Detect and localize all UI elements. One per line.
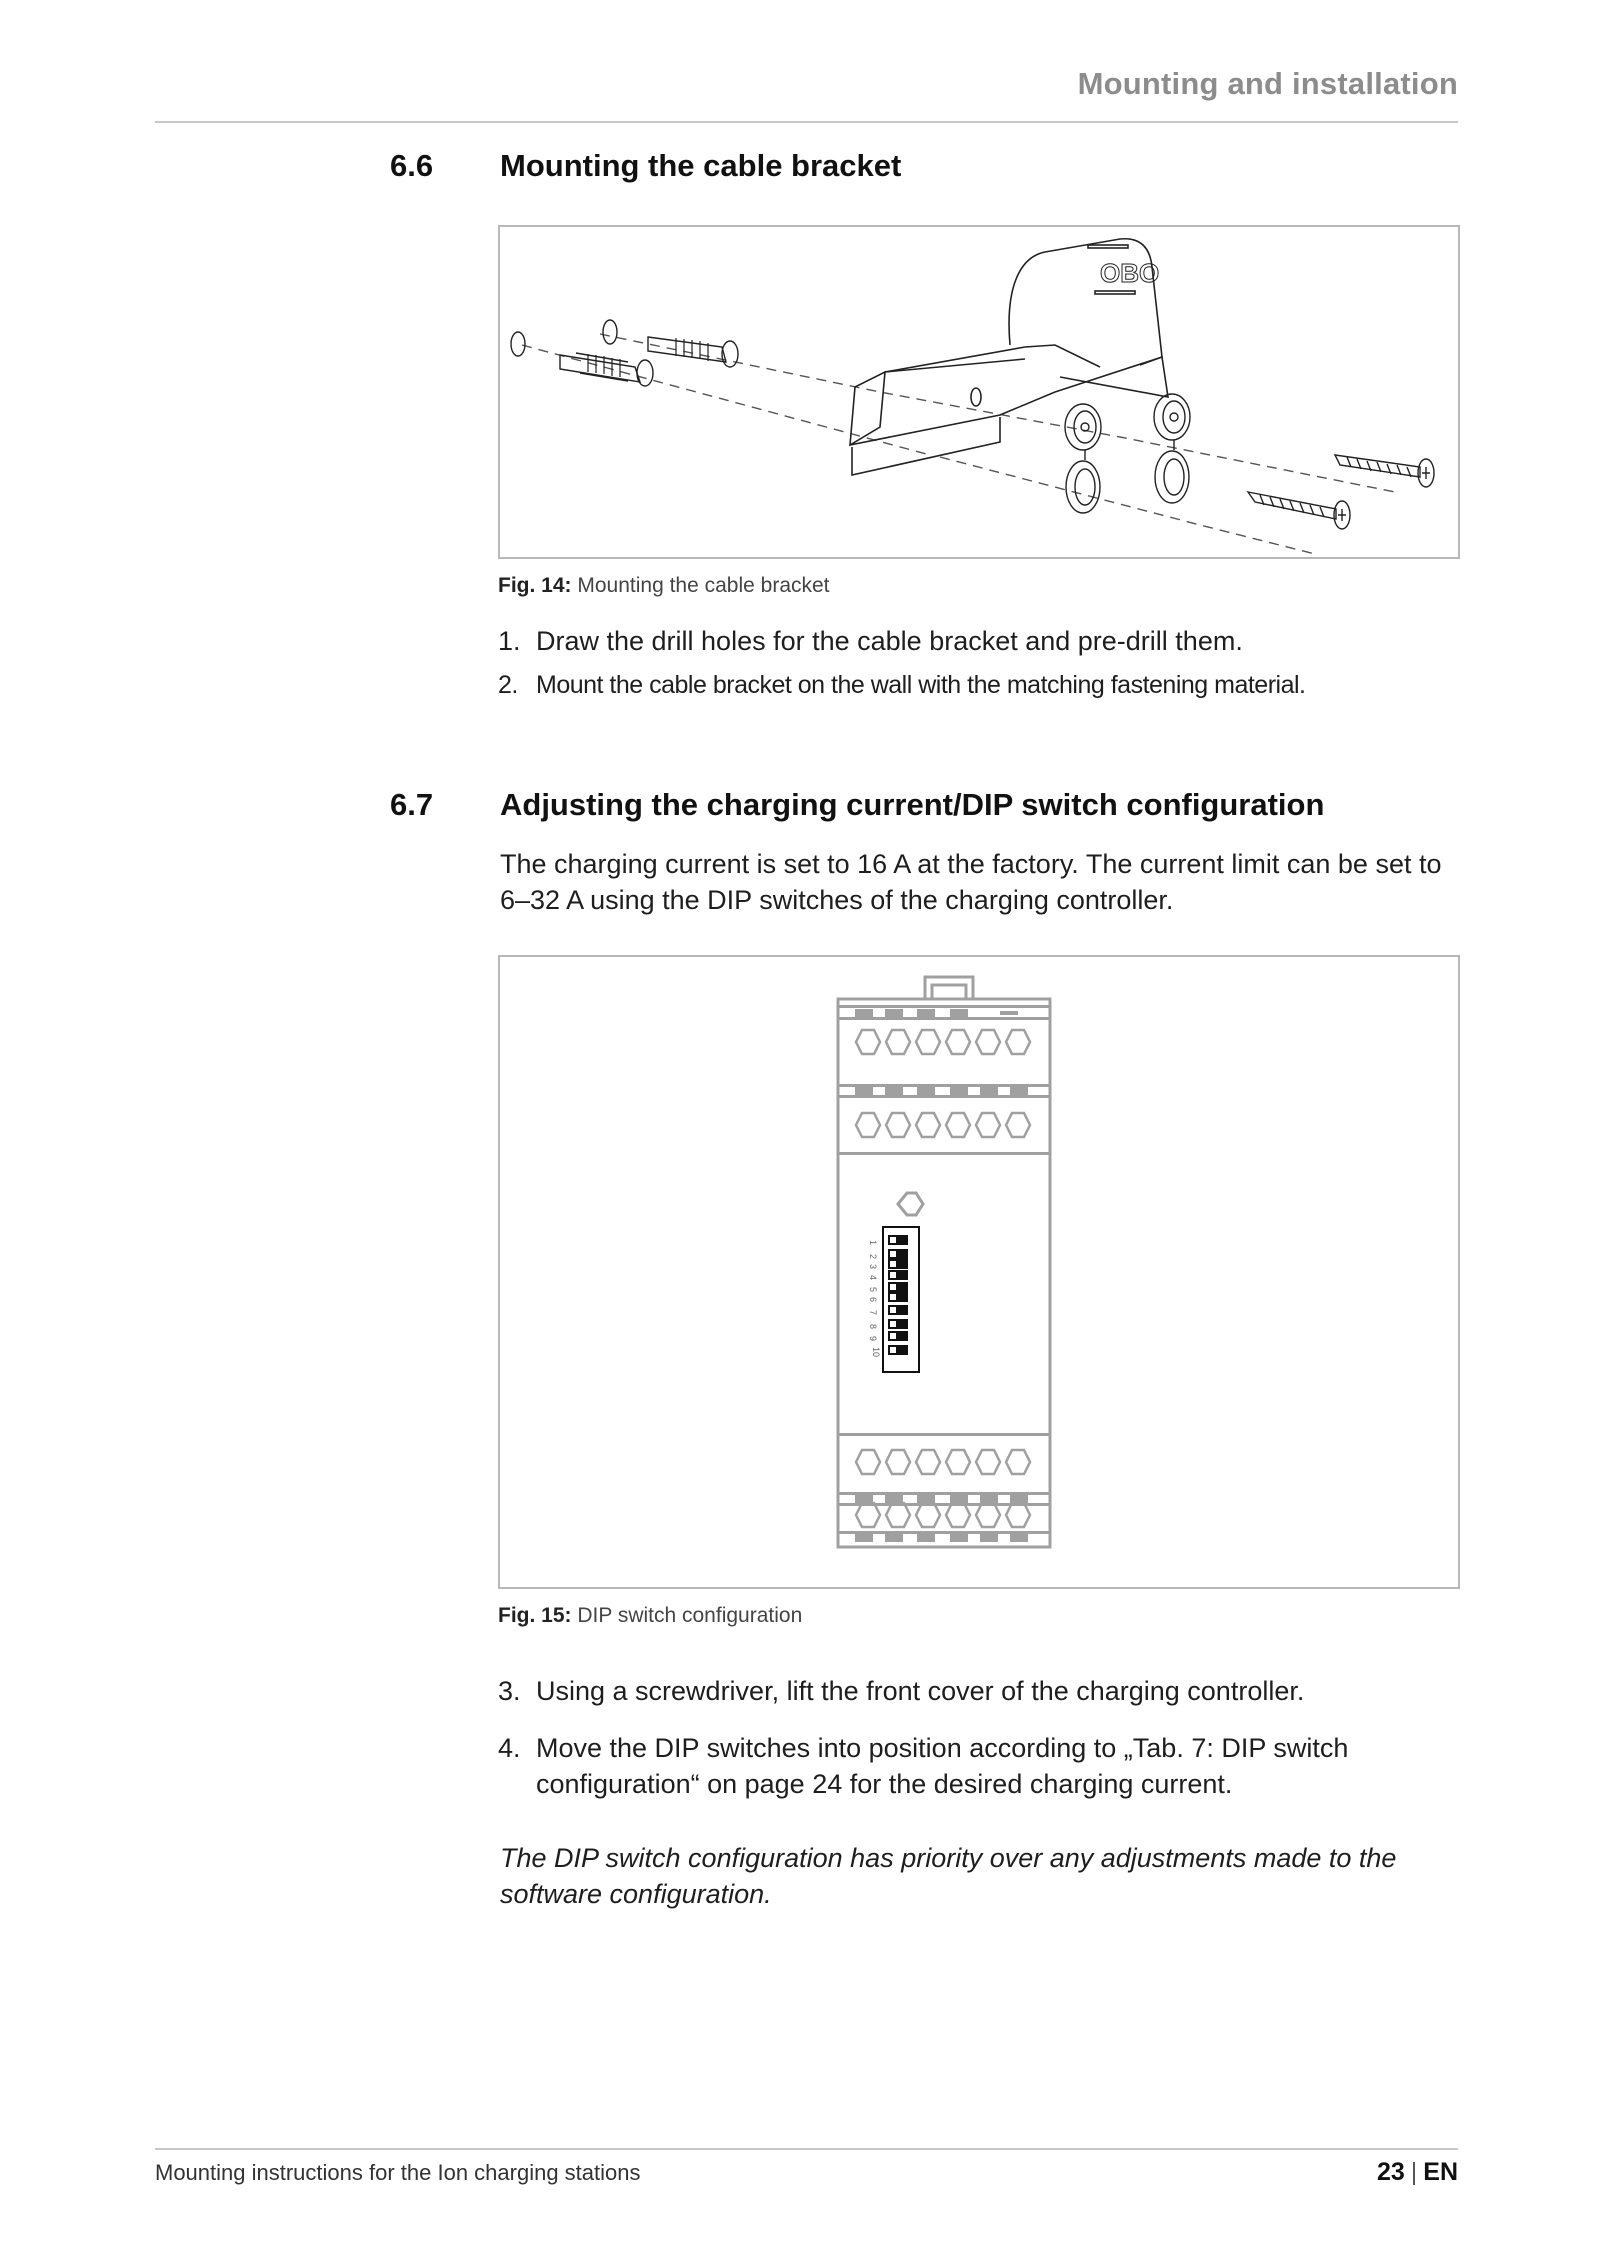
svg-text:5: 5 [868, 1287, 878, 1293]
figure-label: Fig. 15: [498, 1604, 572, 1627]
cable-bracket-icon [850, 239, 1168, 475]
section-intro-paragraph: The charging current is set to 16 A at the factory. The current limit can be set to 6–32 A using the DIP switches of the charging controller. [500, 849, 1442, 915]
figure-caption-text: DIP switch configuration [577, 1604, 803, 1627]
cover-cap-icon [1065, 404, 1101, 513]
step-item [498, 667, 1458, 703]
screw-icon [1335, 455, 1434, 487]
step-text: Mount the cable bracket on the wall with the matching fastening material. [536, 671, 1306, 699]
figure-caption-text: Mounting the cable bracket [577, 574, 830, 597]
dip-switch-block [868, 1227, 919, 1372]
footer-rule [155, 2148, 1458, 2150]
section-number: 6.7 [390, 787, 434, 822]
step-text: Draw the drill holes for the cable bracket and pre-drill them. [536, 626, 1243, 656]
step-number: 2. [498, 671, 518, 699]
step-item [498, 623, 1458, 659]
obo-logo-text: OBO [1100, 258, 1160, 288]
cover-cap-icon [1154, 394, 1190, 503]
step-number: 3. [498, 1676, 521, 1706]
wall-plug-icon [648, 337, 738, 367]
step-number: 1. [498, 626, 521, 656]
terminal-row-4 [856, 1503, 1030, 1527]
controller-housing [838, 999, 1050, 1547]
figure-15-dip-switch [498, 955, 1460, 1589]
step-item [498, 1673, 1458, 1709]
step-item [498, 1730, 1458, 1799]
svg-text:3: 3 [868, 1264, 878, 1270]
page-separator: | [1410, 2158, 1418, 2186]
svg-text:9: 9 [868, 1336, 878, 1342]
drill-hole-icon [511, 332, 525, 356]
running-header-title: Mounting and installation [1077, 66, 1458, 101]
figure-14-cable-bracket [498, 225, 1460, 559]
figure-14-caption [498, 574, 830, 598]
step-text: Using a screwdriver, lift the front cover of the charging controller. [536, 1676, 1305, 1706]
svg-text:6: 6 [868, 1297, 878, 1303]
step-number: 4. [498, 1733, 521, 1763]
screw-icon [1248, 492, 1350, 529]
adjuster-screw-icon [898, 1193, 923, 1215]
drill-hole-icon [603, 320, 617, 344]
svg-text:4: 4 [868, 1275, 878, 1281]
section-title: Adjusting the charging current/DIP switch configuration [500, 787, 1325, 822]
note-italic: The DIP switch configuration has priority over any adjustments made to the software configuration. [500, 1843, 1397, 1909]
svg-text:1: 1 [868, 1240, 878, 1246]
terminal-row-2 [856, 1113, 1030, 1137]
footer-page-marker [1377, 2158, 1458, 2187]
svg-text:7: 7 [868, 1310, 878, 1316]
figure-15-caption [498, 1604, 802, 1628]
terminal-row-1 [856, 1030, 1030, 1054]
svg-text:8: 8 [868, 1324, 878, 1330]
header-rule [155, 121, 1458, 123]
terminal-row-3 [856, 1450, 1030, 1474]
figure-label: Fig. 14: [498, 574, 572, 597]
charging-controller-illustration [500, 957, 1458, 1587]
language-code: EN [1423, 2158, 1458, 2186]
page-number: 23 [1376, 2158, 1405, 2186]
section-title: Mounting the cable bracket [500, 148, 902, 183]
wall-plug-icon [560, 353, 653, 386]
footer-document-title: Mounting instructions for the Ion charging stations [155, 2160, 641, 2185]
section-number: 6.6 [390, 148, 434, 183]
svg-text:10: 10 [871, 1347, 881, 1358]
step-text: Move the DIP switches into position according to „Tab. 7: DIP switch configuration“ on page 24 for the desired charging current. [536, 1733, 1349, 1799]
cable-bracket-exploded-illustration [500, 227, 1458, 557]
svg-text:2: 2 [868, 1254, 878, 1260]
